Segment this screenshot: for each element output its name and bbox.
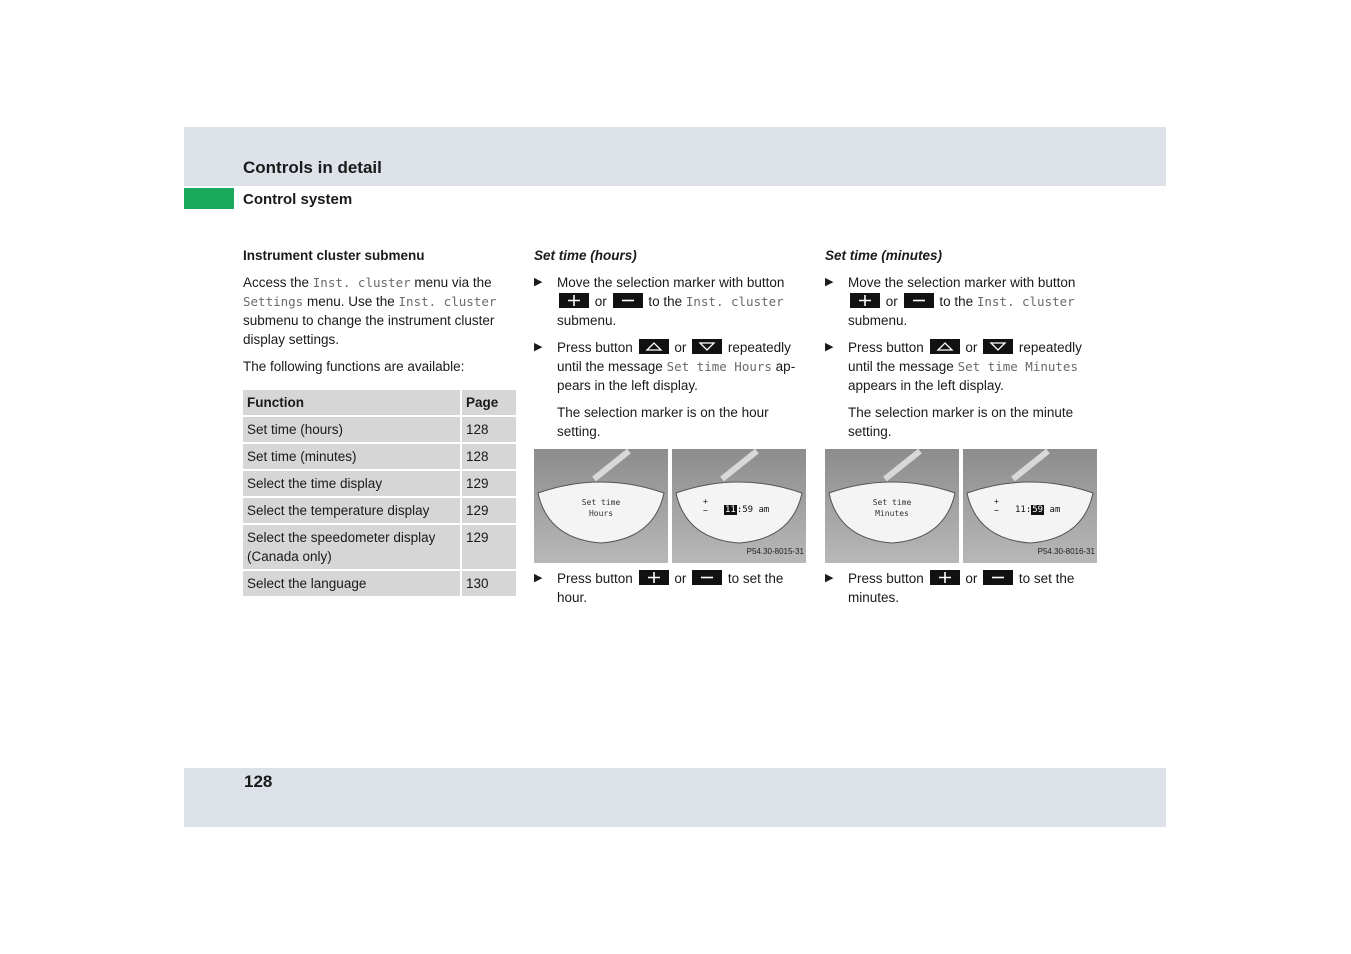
- message-text: Set time Hours: [666, 359, 772, 374]
- column-set-hours: [534, 246, 809, 615]
- text: menu via the: [410, 275, 492, 290]
- text: Press button: [848, 571, 924, 586]
- time-pre: 11:: [1015, 505, 1032, 515]
- lcd-time: [1015, 501, 1060, 520]
- step-press-arrows: [825, 338, 1100, 395]
- page-cell: 128: [460, 444, 516, 469]
- left-display-photo: [825, 449, 959, 563]
- page-cell: 129: [460, 498, 516, 523]
- up-arrow-icon: [930, 339, 960, 354]
- col2-heading: Set time (hours): [534, 248, 637, 263]
- down-arrow-icon: [692, 339, 722, 354]
- function-cell: Select the temperature display: [243, 498, 460, 523]
- down-arrow-icon: [983, 339, 1013, 354]
- table-header-row: [243, 390, 516, 415]
- text: submenu to change the instrument cluster display settings.: [243, 313, 495, 347]
- left-display-photo: [534, 449, 668, 563]
- time-rest: am: [1044, 505, 1061, 515]
- triangle-bullet-icon: ▶: [825, 276, 834, 288]
- text: Press button: [848, 340, 924, 355]
- text: or: [594, 294, 607, 309]
- menu-name: Inst. cluster: [976, 294, 1075, 309]
- text: to set the hour.: [557, 571, 784, 605]
- plus-icon: [930, 570, 960, 585]
- note-minute: The selection marker is on the minute setting.: [848, 405, 1074, 439]
- text: or: [965, 340, 978, 355]
- triangle-bullet-icon: ▶: [825, 572, 834, 584]
- lcd-line2: Hours: [588, 509, 614, 518]
- time-highlight: 59: [1032, 505, 1044, 515]
- text: Move the selection marker with button: [848, 275, 1076, 290]
- table-row: [243, 471, 516, 496]
- right-display-photo: [963, 449, 1097, 563]
- display-photos-minutes: [825, 449, 1100, 563]
- triangle-bullet-icon: ▶: [534, 341, 543, 353]
- function-table: [243, 388, 516, 598]
- col1-intro: [243, 273, 518, 349]
- display-photos-hours: [534, 449, 809, 563]
- image-reference: P54.30-8015-31: [746, 547, 804, 556]
- step-select-marker: [825, 273, 1100, 330]
- column-set-minutes: [825, 246, 1100, 615]
- text: repeatedly until the message: [557, 340, 791, 374]
- lcd-line1: Set time: [581, 498, 621, 507]
- text: or: [674, 340, 687, 355]
- step-set-hour: [534, 569, 809, 607]
- plus-minus-icon: + −: [703, 497, 708, 515]
- page-cell: 129: [460, 471, 516, 496]
- text: to set the minutes.: [848, 571, 1075, 605]
- col1-available: The following functions are available:: [243, 359, 465, 374]
- plus-icon: [559, 293, 589, 308]
- function-cell: Set time (hours): [243, 417, 460, 442]
- header-function: Function: [243, 390, 460, 415]
- plus-icon: [850, 293, 880, 308]
- lcd-time: [724, 501, 769, 520]
- text: menu. Use the: [303, 294, 399, 309]
- text: ap-pears in the left display.: [557, 359, 796, 393]
- menu-name: Inst. cluster: [685, 294, 784, 309]
- time-rest: :59 am: [736, 505, 770, 515]
- function-cell: Set time (minutes): [243, 444, 460, 469]
- page-cell: 130: [460, 571, 516, 596]
- menu-name: Settings: [243, 294, 304, 309]
- message-text: Set time Minutes: [957, 359, 1078, 374]
- header-page: Page: [460, 390, 516, 415]
- image-reference: P54.30-8016-31: [1037, 547, 1095, 556]
- minus-icon: [983, 570, 1013, 585]
- table-row: [243, 498, 516, 523]
- function-cell: Select the speedometer display (Canada only): [243, 525, 460, 569]
- col1-heading: Instrument cluster submenu: [243, 248, 425, 263]
- note-hour: The selection marker is on the hour setting.: [557, 405, 769, 439]
- table-row: [243, 444, 516, 469]
- triangle-bullet-icon: ▶: [534, 276, 543, 288]
- text: or: [885, 294, 898, 309]
- text: or: [674, 571, 687, 586]
- text: submenu.: [557, 313, 617, 328]
- text: or: [965, 571, 978, 586]
- text: repeatedly until the message: [848, 340, 1082, 374]
- text: to the: [648, 294, 686, 309]
- triangle-bullet-icon: ▶: [534, 572, 543, 584]
- page-cell: 129: [460, 525, 516, 569]
- minus-icon: [692, 570, 722, 585]
- page-number: 128: [244, 772, 273, 791]
- table-row: [243, 571, 516, 596]
- right-display-photo: [672, 449, 806, 563]
- text: appears in the left display.: [848, 378, 1004, 393]
- up-arrow-icon: [639, 339, 669, 354]
- plus-icon: [639, 570, 669, 585]
- text: submenu.: [848, 313, 908, 328]
- lcd-line1: Set time: [872, 498, 912, 507]
- triangle-bullet-icon: ▶: [825, 341, 834, 353]
- function-cell: Select the language: [243, 571, 460, 596]
- plus-minus-icon: + −: [994, 497, 999, 515]
- text: Move the selection marker with button: [557, 275, 785, 290]
- section-marker: [184, 188, 234, 209]
- minus-icon: [904, 293, 934, 308]
- step-set-minutes: [825, 569, 1100, 607]
- step-select-marker: [534, 273, 809, 330]
- step-press-arrows: [534, 338, 809, 395]
- minus-icon: [613, 293, 643, 308]
- menu-name: Inst. cluster: [398, 294, 497, 309]
- table-row: [243, 525, 516, 569]
- text: Access the: [243, 275, 313, 290]
- col3-heading: Set time (minutes): [825, 248, 943, 263]
- footer-band: [184, 768, 1166, 827]
- section-title: Controls in detail: [243, 158, 382, 177]
- lcd-line2: Minutes: [875, 509, 909, 518]
- text: to the: [939, 294, 977, 309]
- menu-name: Inst. cluster: [312, 275, 411, 290]
- time-highlight: 11: [725, 505, 736, 515]
- page-cell: 128: [460, 417, 516, 442]
- text: Press button: [557, 571, 633, 586]
- subsection-title: Control system: [243, 191, 353, 208]
- function-cell: Select the time display: [243, 471, 460, 496]
- column-instrument-cluster: [243, 246, 518, 598]
- text: Press button: [557, 340, 633, 355]
- table-row: [243, 417, 516, 442]
